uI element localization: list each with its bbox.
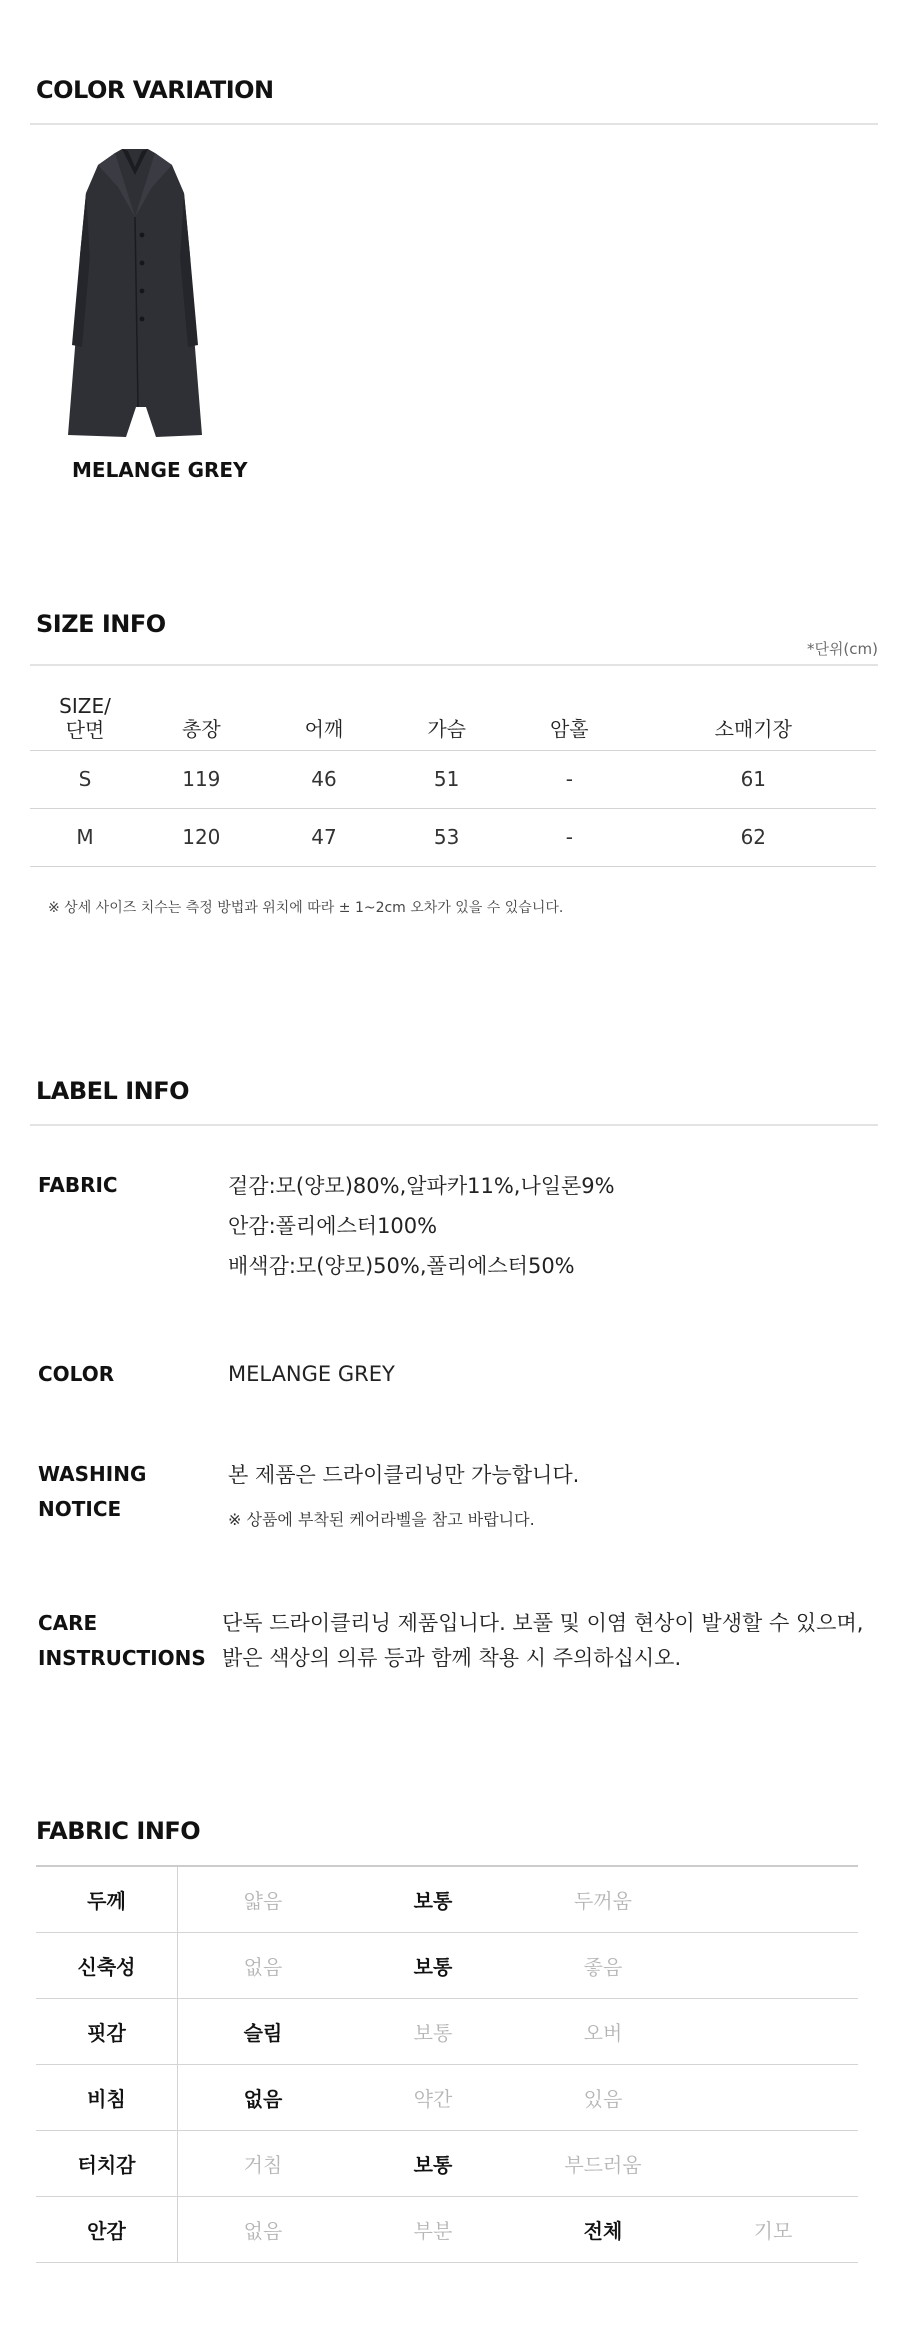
fabric-option	[688, 1866, 858, 1932]
size-table-header-row	[30, 680, 876, 750]
fabric-option: 부분	[413, 2218, 453, 2243]
fabric-option: 없음	[243, 1954, 283, 1979]
fabric-option	[688, 2130, 858, 2196]
fabric-option	[688, 1998, 858, 2064]
fabric-option: 기모	[753, 2218, 793, 2243]
label-info-divider	[30, 1124, 878, 1126]
size-cell: 62	[740, 825, 767, 849]
fabric-option: 거침	[243, 2152, 283, 2177]
size-cell: 120	[182, 825, 221, 849]
fabric-option: 부드러움	[564, 2152, 642, 2177]
color-value: MELANGE GREY	[228, 1362, 395, 1386]
fabric-option: 없음	[243, 2218, 283, 2243]
fabric-info-title: FABRIC INFO	[36, 1817, 201, 1845]
fabric-line-outer: 겉감:모(양모)80%,알파카11%,나일론9%	[228, 1174, 615, 1198]
size-info-title: SIZE INFO	[36, 610, 166, 638]
fabric-option-selected: 보통	[413, 2152, 453, 2177]
size-cell: 53	[433, 825, 460, 849]
fabric-attribute-name: 신축성	[36, 1932, 177, 1998]
size-cell: -	[565, 767, 573, 791]
washing-label-line2: NOTICE	[38, 1497, 122, 1521]
color-variation-item-label: MELANGE GREY	[72, 458, 248, 482]
fabric-info-table	[36, 1865, 858, 2263]
fabric-row	[36, 1998, 858, 2064]
fabric-line-contrast: 배색감:모(양모)50%,폴리에스터50%	[228, 1254, 575, 1278]
size-info-divider	[30, 664, 878, 666]
fabric-row	[36, 1932, 858, 1998]
fabric-option-selected: 보통	[413, 1888, 453, 1913]
fabric-row	[36, 1866, 858, 1932]
size-cell: 51	[433, 767, 460, 791]
washing-note: ※ 상품에 부착된 케어라벨을 참고 바랍니다.	[228, 1510, 535, 1529]
washing-label-line1: WASHING	[38, 1462, 147, 1486]
fabric-attribute-name: 안감	[36, 2196, 177, 2262]
fabric-option: 있음	[583, 2086, 623, 2111]
size-header-sleeve: 소매기장	[714, 716, 792, 741]
washing-text: 본 제품은 드라이클리닝만 가능합니다.	[228, 1463, 580, 1487]
fabric-option: 약간	[413, 2086, 453, 2111]
size-header-chest: 가슴	[427, 716, 466, 741]
fabric-option: 오버	[583, 2020, 623, 2045]
care-text-line2: 밝은 색상의 의류 등과 함께 착용 시 주의하십시오.	[222, 1646, 682, 1670]
fabric-attribute-name: 핏감	[36, 1998, 177, 2064]
fabric-option: 얇음	[243, 1888, 283, 1913]
size-cell: 46	[311, 767, 337, 791]
color-variation-title: COLOR VARIATION	[36, 76, 274, 104]
fabric-row	[36, 2130, 858, 2196]
fabric-option-selected: 전체	[583, 2218, 623, 2243]
size-header-shoulder: 어깨	[304, 716, 344, 741]
size-cell: -	[565, 825, 573, 849]
fabric-option	[688, 2064, 858, 2130]
fabric-option-selected: 보통	[413, 1954, 453, 1979]
fabric-option-selected: 없음	[243, 2086, 283, 2111]
size-header-size	[30, 680, 140, 750]
size-header-size-text: SIZE/ 단면	[59, 693, 111, 742]
fabric-line-lining: 안감:폴리에스터100%	[228, 1214, 438, 1238]
size-cell: S	[78, 767, 92, 791]
care-label-line2: INSTRUCTIONS	[38, 1646, 206, 1670]
fabric-attribute-name: 터치감	[36, 2130, 177, 2196]
care-text-line1: 단독 드라이클리닝 제품입니다. 보풀 및 이염 현상이 발생할 수 있으며,	[222, 1611, 864, 1635]
size-cell: 47	[311, 825, 337, 849]
color-label: COLOR	[38, 1362, 115, 1386]
size-unit-note: *단위(cm)	[806, 640, 878, 658]
label-info-title: LABEL INFO	[36, 1077, 190, 1105]
fabric-option	[688, 1932, 858, 1998]
fabric-label: FABRIC	[38, 1173, 118, 1197]
coat-image	[60, 145, 210, 440]
size-row-m	[30, 808, 876, 866]
fabric-attribute-name: 두께	[36, 1866, 177, 1932]
size-header-total-length: 총장	[182, 716, 221, 741]
fabric-row	[36, 2064, 858, 2130]
care-label-line1: CARE	[38, 1611, 98, 1635]
fabric-option-selected: 슬림	[243, 2020, 283, 2045]
size-cell: 61	[740, 767, 767, 791]
size-measure-note: ※ 상세 사이즈 치수는 측정 방법과 위치에 따라 ± 1~2cm 오차가 있을 수 있습니다.	[48, 900, 564, 916]
fabric-option: 두꺼움	[573, 1888, 632, 1913]
fabric-attribute-name: 비침	[36, 2064, 177, 2130]
size-cell: M	[76, 825, 94, 849]
color-variation-divider	[30, 123, 878, 125]
size-row-s	[30, 750, 876, 808]
fabric-option: 보통	[413, 2020, 453, 2045]
fabric-row	[36, 2196, 858, 2262]
fabric-option: 좋음	[583, 1954, 623, 1979]
size-cell: 119	[182, 767, 221, 791]
size-header-armhole: 암홀	[549, 716, 589, 741]
size-table	[30, 680, 876, 867]
